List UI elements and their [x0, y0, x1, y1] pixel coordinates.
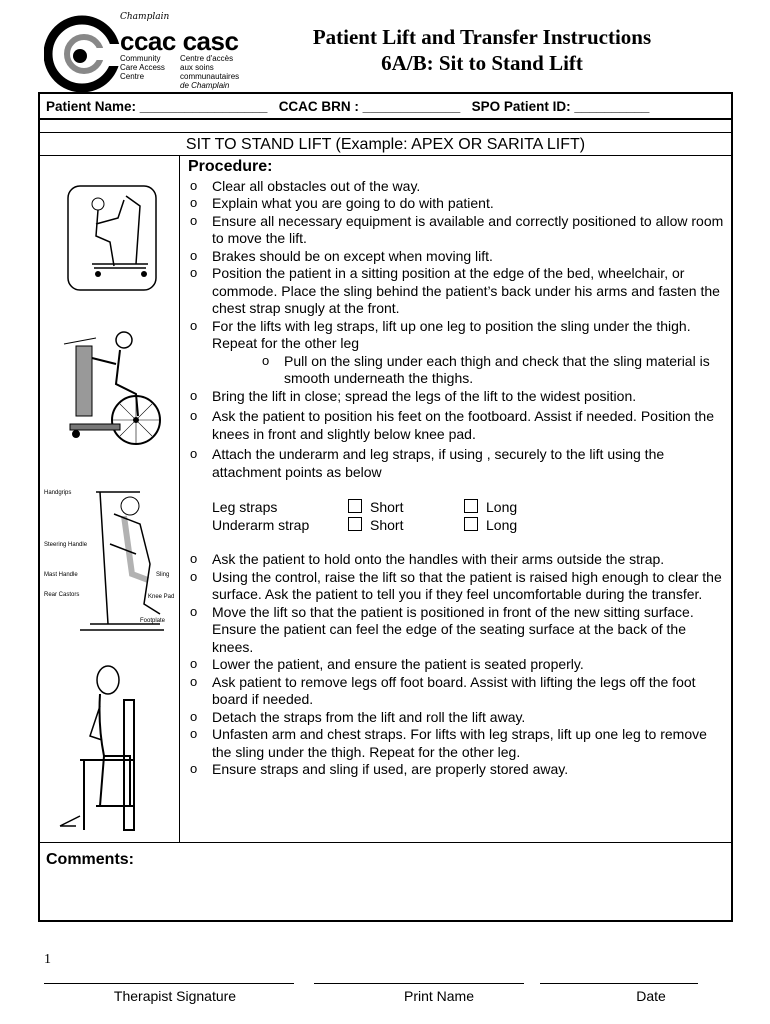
step: o Ensure all necessary equipment is available and correctly positioned to allow room to move the lift. [190, 212, 724, 246]
leg-long-option[interactable]: Long [464, 499, 517, 517]
page-number: 1 [44, 952, 51, 967]
procedure-section [188, 158, 728, 779]
underarm-strap-label: Underarm strap [212, 517, 310, 533]
labelled-lift-diagram [40, 484, 180, 644]
step: o Using the control, raise the lift so that the patient is raised high enough to clear the surface. Ask the patient to tell you if they feel uncomfortable during the transfer. [190, 568, 722, 602]
strap-options [212, 499, 728, 537]
label-footplate: Footplate [140, 618, 166, 624]
logo-champlain: Champlain [120, 12, 170, 22]
underarm-short-option[interactable]: Short [348, 517, 403, 535]
therapist-signature-line[interactable] [44, 983, 294, 984]
logo-fr: Centre d'accès aux soins communautaires de Champlain [180, 54, 240, 90]
leg-short-option[interactable]: Short [348, 499, 403, 517]
print-name-line[interactable] [314, 983, 524, 984]
label-rear-castors: Rear Castors [44, 592, 80, 598]
sub-step: o Pull on the sling under each thigh and check that the sling material is smooth underneath the thighs. [262, 352, 710, 386]
section-title: SIT TO STAND LIFT (Example: APEX OR SARITA LIFT) [40, 132, 731, 156]
document-title: Patient Lift and Transfer Instructions 6A/B: Sit to Stand Lift [312, 25, 652, 75]
form-frame [38, 92, 733, 922]
step: o Detach the straps from the lift and roll the lift away. [190, 708, 526, 725]
logo-main-text: ccac casc [120, 26, 239, 56]
label-steering-handle: Steering Handle [44, 542, 88, 548]
logo-en: Community Care Access Centre [120, 54, 165, 81]
step: o Attach the underarm and leg straps, if using , securely to the lift using the attachment points as below [190, 446, 665, 480]
step: o Brakes should be on except when moving lift. [190, 247, 493, 264]
ccac-logo [44, 12, 264, 94]
date-label: Date [636, 988, 666, 1004]
label-sling: Sling [156, 572, 170, 578]
step: o Bring the lift in close; spread the legs of the lift to the widest position. [190, 387, 637, 404]
print-name-label: Print Name [403, 988, 475, 1004]
label-mast-handle: Mast Handle [44, 572, 78, 578]
label-handgrips: Handgrips [44, 490, 72, 496]
underarm-long-checkbox[interactable] [464, 517, 478, 531]
underarm-long-option[interactable]: Long [464, 517, 517, 535]
label-knee-pad: Knee Pad [148, 594, 175, 600]
illustration-column [40, 156, 180, 842]
leg-straps-label: Leg straps [212, 499, 278, 515]
leg-long-checkbox[interactable] [464, 499, 478, 513]
step: o Ask the patient to position his feet on the footboard. Assist if needed. Position the knees in front and slightly below knee pad. [190, 408, 714, 442]
leg-short-checkbox[interactable] [348, 499, 362, 513]
step: o Ask patient to remove legs off foot board. Assist with lifting the legs off the foot board if needed. [190, 673, 696, 707]
underarm-short-checkbox[interactable] [348, 517, 362, 531]
step: o Move the lift so that the patient is positioned in front of the new sitting surface. Ensure the patient can feel the edge of the seating surface at the back of the knees. [190, 603, 694, 655]
ccac-swirl-icon [44, 14, 120, 94]
lift-icon [40, 176, 180, 306]
step: o Ensure straps and sling if used, are properly stored away. [190, 761, 569, 777]
step: o Position the patient in a sitting position at the edge of the bed, wheelchair, or commode. Place the sling behind the patient’s back under his arms and fasten the chest strap snugly at the front. [190, 265, 720, 316]
patient-info-row [40, 94, 731, 120]
seated-man-illustration [40, 656, 180, 836]
procedure-heading: Procedure: [188, 158, 273, 175]
spo-patient-id-field[interactable]: SPO Patient ID: __________ [471, 99, 650, 114]
date-line[interactable] [540, 983, 698, 984]
step: o Explain what you are going to do with patient. [190, 195, 494, 211]
therapist-signature-label: Therapist Signature [113, 988, 237, 1004]
step: o For the lifts with leg straps, lift up one leg to position the sling under the thigh. Repeat for the other leg [190, 317, 691, 351]
wheelchair-lift-illustration [40, 324, 180, 454]
step: o Ask the patient to hold onto the handles with their arms outside the strap. [190, 551, 665, 567]
step: o Unfasten arm and chest straps. For lifts with leg straps, lift up one leg to remove the sling under the thigh. Repeat for the other leg. [190, 726, 707, 760]
comments-box[interactable] [40, 842, 731, 922]
comments-label: Comments: [46, 851, 135, 868]
ccac-brn-field[interactable]: CCAC BRN : _____________ [278, 99, 461, 114]
step: o Clear all obstacles out of the way. [190, 177, 421, 194]
patient-name-field[interactable]: Patient Name: _________________ [46, 99, 268, 114]
step: o Lower the patient, and ensure the patient is seated properly. [190, 656, 584, 672]
